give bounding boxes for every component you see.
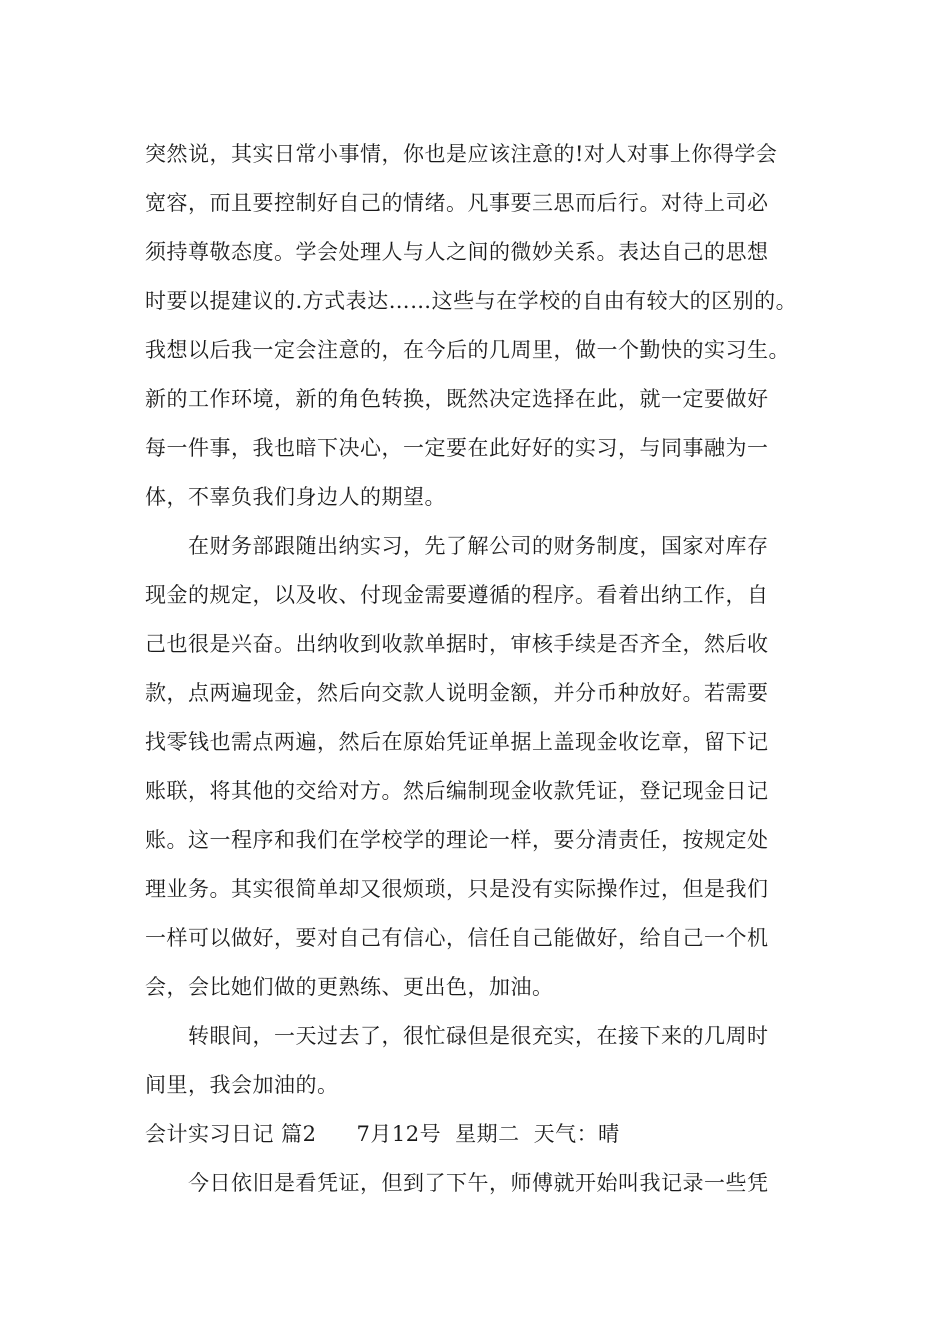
text-line: 款，点两遍现金，然后向交款人说明金额，并分币种放好。若需要: [145, 681, 769, 705]
text-line: 在财务部跟随出纳实习，先了解公司的财务制度，国家对库存: [145, 534, 769, 558]
text-line: 体，不辜负我们身边人的期望。: [145, 485, 446, 509]
text-line: 会，会比她们做的更熟练、更出色，加油。: [145, 975, 554, 999]
text-line: 理业务。其实很简单却又很烦琐，只是没有实际操作过，但是我们: [145, 877, 769, 901]
text-line: 一样可以做好，要对自己有信心，信任自己能做好，给自己一个机: [145, 926, 769, 950]
text-line: 现金的规定，以及收、付现金需要遵循的程序。看着出纳工作，自: [145, 583, 769, 607]
text-line: 须持尊敬态度。学会处理人与人之间的微妙关系。表达自己的思想: [145, 240, 769, 264]
heading-weather: 天气：晴: [533, 1122, 620, 1146]
text-line: 新的工作环境，新的角色转换，既然决定选择在此，就一定要做好: [145, 387, 769, 411]
text-line: 突然说，其实日常小事情，你也是应该注意的!对人对事上你得学会: [145, 142, 778, 166]
heading-weekday: 星期二: [455, 1122, 520, 1146]
document-body: [145, 130, 815, 1208]
heading-title: 会计实习日记 篇2: [145, 1122, 317, 1146]
text-line: 己也很是兴奋。出纳收到收款单据时，审核手续是否齐全，然后收: [145, 632, 769, 656]
text-line: 宽容，而且要控制好自己的情绪。凡事要三思而后行。对待上司必: [145, 191, 769, 215]
text-line: 今日依旧是看凭证，但到了下午，师傅就开始叫我记录一些凭: [145, 1171, 769, 1195]
heading-date: 7月12号: [356, 1122, 442, 1146]
text-line: 账联，将其他的交给对方。然后编制现金收款凭证，登记现金日记: [145, 779, 769, 803]
text-line: 间里，我会加油的。: [145, 1073, 339, 1097]
text-line: 账。这一程序和我们在学校学的理论一样，要分清责任，按规定处: [145, 828, 769, 852]
text-line: 转眼间，一天过去了，很忙碌但是很充实，在接下来的几周时: [145, 1024, 769, 1048]
text-line: 找零钱也需点两遍，然后在原始凭证单据上盖现金收讫章，留下记: [145, 730, 769, 754]
text-line: 时要以提建议的.方式表达……这些与在学校的自由有较大的区别的。: [145, 289, 798, 313]
section-heading: [145, 1110, 815, 1159]
text-line: 我想以后我一定会注意的，在今后的几周里，做一个勤快的实习生。: [145, 338, 790, 362]
text-line: 每一件事，我也暗下决心，一定要在此好好的实习，与同事融为一: [145, 436, 769, 460]
